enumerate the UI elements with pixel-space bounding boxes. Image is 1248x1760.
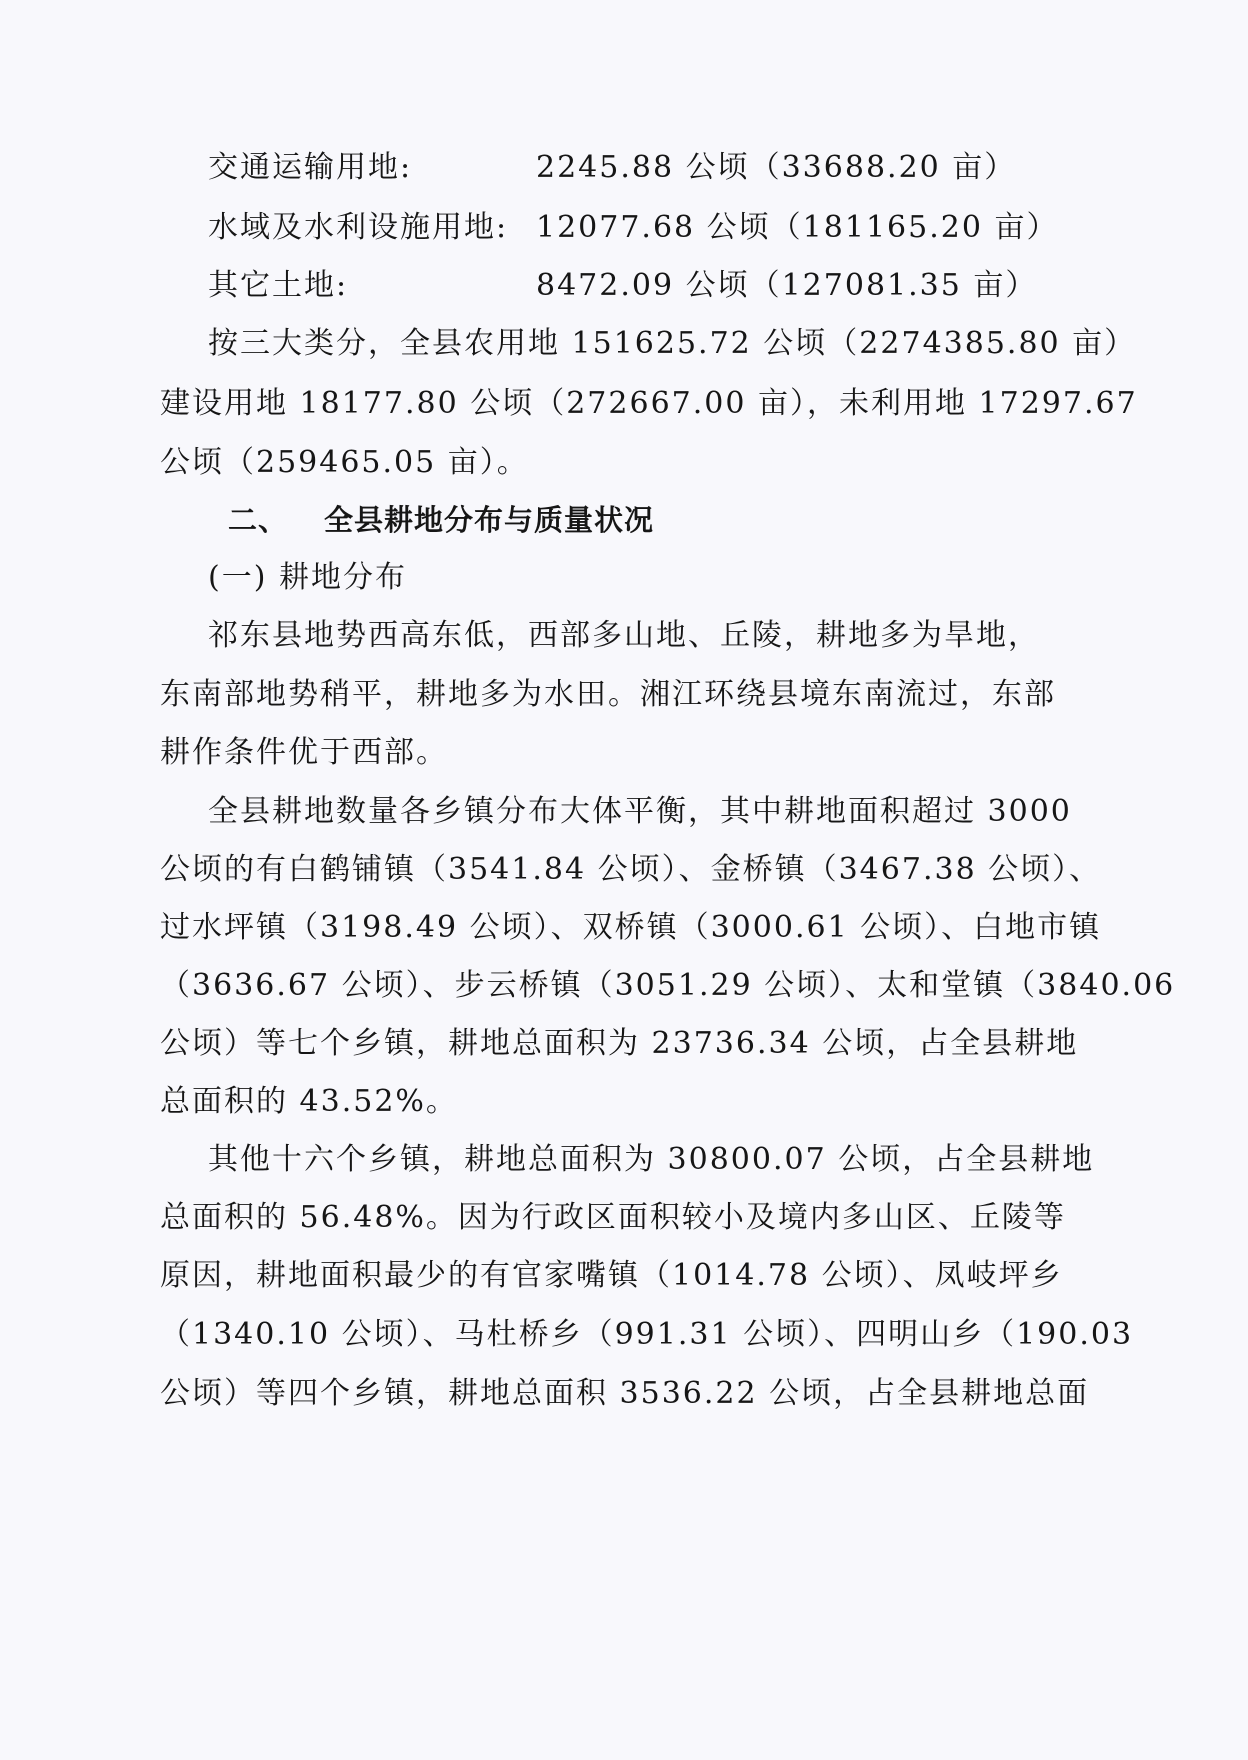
paragraph-line: 总面积的 56.48%。因为行政区面积较小及境内多山区、丘陵等: [160, 1200, 1066, 1235]
paragraph-line: 祁东县地势西高东低，西部多山地、丘陵，耕地多为旱地，: [208, 618, 1040, 653]
paragraph-line: 其他十六个乡镇，耕地总面积为 30800.07 公顷，占全县耕地: [208, 1142, 1095, 1177]
land-item-label: 水域及水利设施用地:: [208, 210, 509, 245]
paragraph-line: 过水坪镇（3198.49 公顷）、双桥镇（3000.61 公顷）、白地市镇: [160, 910, 1102, 945]
paragraph-line: 原因，耕地面积最少的有官家嘴镇（1014.78 公顷）、凤岐坪乡: [160, 1258, 1063, 1293]
paragraph-line: （3636.67 公顷）、步云桥镇（3051.29 公顷）、太和堂镇（3840.06: [160, 968, 1176, 1003]
paragraph-line: 公顷）等七个乡镇，耕地总面积为 23736.34 公顷，占全县耕地: [160, 1026, 1079, 1061]
summary-line: 按三大类分，全县农用地 151625.72 公顷（2274385.80 亩）: [208, 326, 1137, 361]
paragraph-line: 东南部地势稍平，耕地多为水田。湘江环绕县境东南流过，东部: [160, 677, 1056, 712]
section-number: 二、: [228, 503, 289, 537]
land-item-label: 其它土地:: [208, 268, 349, 303]
paragraph-line: 全县耕地数量各乡镇分布大体平衡，其中耕地面积超过 3000: [208, 794, 1072, 829]
summary-line: 公顷（259465.05 亩）。: [160, 445, 529, 480]
paragraph-line: 耕作条件优于西部。: [160, 735, 448, 770]
paragraph-line: 总面积的 43.52%。: [160, 1084, 458, 1119]
section-title: 全县耕地分布与质量状况: [324, 503, 655, 537]
subsection-heading: (一) 耕地分布: [208, 560, 407, 595]
paragraph-line: 公顷）等四个乡镇，耕地总面积 3536.22 公顷，占全县耕地总面: [160, 1376, 1090, 1411]
land-item-value: 12077.68 公顷（181165.20 亩）: [536, 210, 1059, 245]
section-heading: [228, 500, 654, 540]
paragraph-line: 公顷的有白鹤铺镇（3541.84 公顷）、金桥镇（3467.38 公顷）、: [160, 852, 1102, 887]
land-item-value: 8472.09 公顷（127081.35 亩）: [536, 268, 1038, 303]
summary-line: 建设用地 18177.80 公顷（272667.00 亩），未利用地 17297.67: [160, 386, 1138, 421]
paragraph-line: （1340.10 公顷）、马杜桥乡（991.31 公顷）、四明山乡（190.03: [160, 1317, 1134, 1352]
land-item-value: 2245.88 公顷（33688.20 亩）: [536, 150, 1017, 185]
land-item-label: 交通运输用地:: [208, 150, 413, 185]
